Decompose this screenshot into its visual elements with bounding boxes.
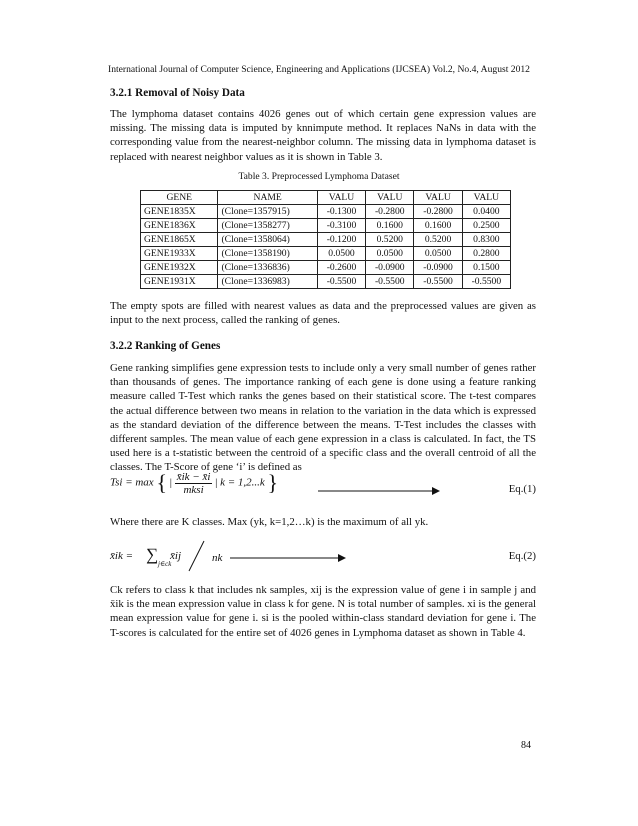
table-cell: 0.5200 — [366, 233, 414, 247]
table-cell: -0.1200 — [317, 233, 365, 247]
table-cell: -0.5500 — [317, 275, 365, 289]
table-row — [141, 219, 511, 233]
table-row — [141, 261, 511, 275]
eq2-term: x̄ij — [170, 550, 181, 562]
eq1-label: Eq.(1) — [508, 483, 536, 495]
eq2-lhs: x̄ik = — [110, 550, 133, 562]
table-cell: (Clone=1358277) — [218, 219, 317, 233]
preprocessed-dataset-table — [140, 190, 511, 289]
eq1-numerator: x̄ik − x̄i — [176, 470, 211, 483]
table-cell: GENE1835X — [141, 205, 218, 219]
table-cell: 0.1500 — [462, 261, 510, 275]
eq2-label: Eq.(2) — [508, 550, 536, 562]
table-cell: 0.0400 — [462, 205, 510, 219]
section-title-ranking: 3.2.2 Ranking of Genes — [110, 340, 221, 352]
table-cell: -0.3100 — [317, 219, 365, 233]
table-cell: 0.1600 — [414, 219, 462, 233]
table-header-row — [141, 191, 511, 205]
equation-1: Tsi = max { | $\frac{x̄ik - x̄i}{\text{mksi}}$ | k = 1,2...k } Eq.(1) — [110, 470, 536, 496]
table-cell: GENE1933X — [141, 247, 218, 261]
equation-2 — [110, 540, 536, 580]
table-cell: -0.2800 — [366, 205, 414, 219]
table-row — [141, 247, 511, 261]
paragraph-after-table: The empty spots are filled with nearest values as data and the preprocessed values are given as input to the next process, called the ranking of genes. — [110, 300, 536, 327]
sum-icon: ∑ — [146, 545, 159, 564]
table-cell: (Clone=1357915) — [218, 205, 317, 219]
table-cell: -0.5500 — [462, 275, 510, 289]
eq1-fraction — [175, 471, 213, 496]
paragraph-removal: The lymphoma dataset contains 4026 genes out of which certain gene expression values are missing. The missing data is imputed by knnimpute method. It replaces NaNs in data with the corresponding value from the nearest-neighbor column. The missing data in lymphoma dataset is replaced with nearest neighbor values as it is shown in Table 3. — [110, 108, 536, 163]
table-cell: -0.0900 — [414, 261, 462, 275]
table-cell: 0.2500 — [462, 219, 510, 233]
table-cell: -0.2800 — [414, 205, 462, 219]
table-cell: -0.2600 — [317, 261, 365, 275]
right-brace-icon: } — [267, 470, 279, 495]
table-row — [141, 233, 511, 247]
paragraph-ranking: Gene ranking simplifies gene expression tests to include only a very small number of genes rather than thousands of genes. The importance ranking of each gene is done using a feature ranking measure called T-Test which ranks the genes based on their statistical score. The t-test compares the actual difference between two means in relation to the variation in the data which is expressed as the standard deviation of the difference between the means. T-Test includes the classes with different samples. The mean value of each gene expression in a class is calculated. In fact, the TS used here is a t-statistic between the centroid of a specific class and the overall centroid of all the classes. The T-Score of gene ‘i’ is defined as — [110, 362, 536, 474]
arrow-icon — [318, 486, 440, 496]
table-row — [141, 275, 511, 289]
table-cell: GENE1932X — [141, 261, 218, 275]
table-cell: -0.5500 — [366, 275, 414, 289]
eq1-denominator: mksi — [183, 483, 204, 496]
paragraph-notation: Ck refers to class k that includes nk samples, xij is the expression value of gene i in sample j and x̄ik is the mean expression value in class k for gene. N is total number of samples. xi is the general mean expression value for gene i. si is the pooled within-class standard deviation for gene i. The T-scores is calculated for the entire set of 4026 genes in Lymphoma dataset as shown in Table 4. — [110, 584, 536, 639]
table-cell: GENE1865X — [141, 233, 218, 247]
table-cell: (Clone=1336836) — [218, 261, 317, 275]
table-cell: 0.0500 — [317, 247, 365, 261]
table-cell: 0.1600 — [366, 219, 414, 233]
table-row — [141, 205, 511, 219]
left-brace-icon: { — [156, 470, 168, 495]
table-cell: (Clone=1336983) — [218, 275, 317, 289]
paragraph-where-k-classes: Where there are K classes. Max (yk, k=1,2…k) is the maximum of all yk. — [110, 516, 429, 528]
table-header-cell: VALU — [414, 191, 462, 205]
table-cell: 0.2800 — [462, 247, 510, 261]
division-slash-icon — [187, 540, 205, 572]
table-cell: 0.0500 — [366, 247, 414, 261]
table-cell: GENE1931X — [141, 275, 218, 289]
eq2-subscript: j∈ck — [158, 560, 172, 568]
journal-header: International Journal of Computer Science, Engineering and Applications (IJCSEA) Vol.2, No.4, August 2012 — [108, 64, 530, 75]
table-cell: 0.8300 — [462, 233, 510, 247]
table-header-cell: VALU — [366, 191, 414, 205]
table-cell: 0.0500 — [414, 247, 462, 261]
eq2-denominator: nk — [212, 552, 223, 564]
arrow-icon — [230, 553, 346, 563]
table-cell: 0.5200 — [414, 233, 462, 247]
table-header-cell: NAME — [218, 191, 317, 205]
table-cell: (Clone=1358064) — [218, 233, 317, 247]
table-cell: GENE1836X — [141, 219, 218, 233]
section-title-removal: 3.2.1 Removal of Noisy Data — [110, 87, 245, 99]
eq1-lhs: Tsi = max — [110, 476, 154, 489]
table-header-cell: VALU — [317, 191, 365, 205]
table-caption: Table 3. Preprocessed Lymphoma Dataset — [238, 171, 400, 182]
table-header-cell: GENE — [141, 191, 218, 205]
table-cell: (Clone=1358190) — [218, 247, 317, 261]
page-number: 84 — [521, 740, 531, 751]
table-cell: -0.5500 — [414, 275, 462, 289]
table-cell: -0.1300 — [317, 205, 365, 219]
table-cell: -0.0900 — [366, 261, 414, 275]
table-header-cell: VALU — [462, 191, 510, 205]
eq1-range: k = 1,2...k — [220, 476, 265, 489]
